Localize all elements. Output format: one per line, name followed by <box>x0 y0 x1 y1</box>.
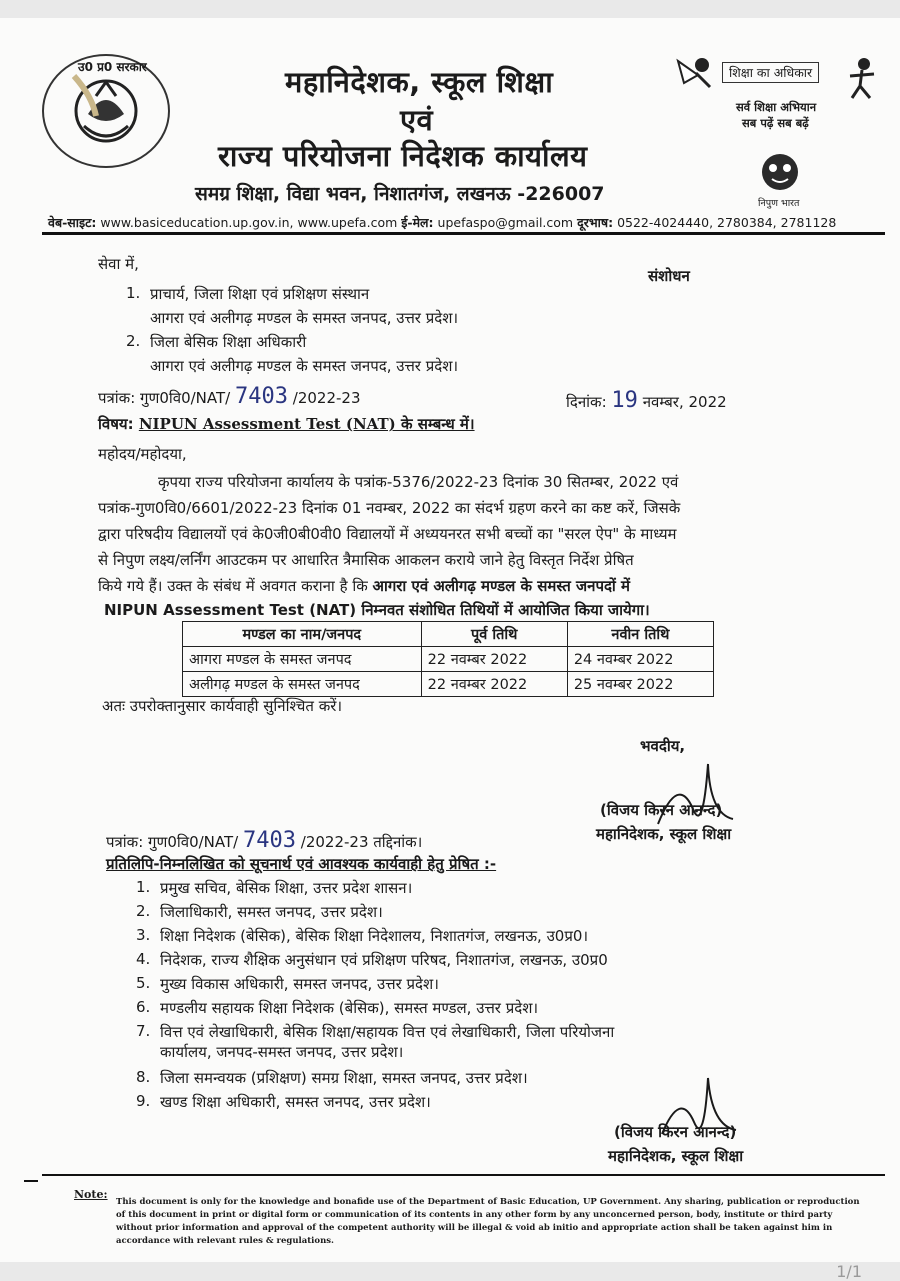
recipient-1-line1: प्राचार्य, जिला शिक्षा एवं प्रशिक्षण संस्थान <box>150 285 370 303</box>
recipient-1-num: 1. <box>126 284 141 302</box>
amendment-label: संशोधन <box>648 267 690 285</box>
copy-item-4: निदेशक, राज्य शैक्षिक अनुसंधान एवं प्रशिक्षण परिषद, निशातगंज, लखनऊ, उ0प्र0 <box>160 951 608 969</box>
rte-badge: शिक्षा का अधिकार <box>722 62 819 83</box>
body-line-4: से निपुण लक्ष्य/लर्निंग आउटकम पर आधारित त्रैमासिक आकलन कराये जाने हेतु विस्तृत निर्देश प्रेषित <box>98 551 634 569</box>
body-line-5-text: किये गये हैं। उक्त के संबंध में अवगत कराना है कि <box>98 577 368 595</box>
subject-label: विषय: <box>98 415 134 433</box>
table-header-row <box>183 622 714 647</box>
copy-item-5: मुख्य विकास अधिकारी, समस्त जनपद, उत्तर प्रदेश। <box>160 975 439 993</box>
reference-line <box>98 384 361 409</box>
table-header-cell: नवीन तिथि <box>567 622 713 647</box>
table-cell: 24 नवम्बर 2022 <box>567 647 713 672</box>
copy-item-7: वित्त एवं लेखाधिकारी, बेसिक शिक्षा/सहायक वित्त एवं लेखाधिकारी, जिला परियोजना <box>160 1023 615 1041</box>
org-address: समग्र शिक्षा, विद्या भवन, निशातगंज, लखनऊ -226007 <box>195 183 605 205</box>
date-day-handwritten: 19 <box>611 388 638 413</box>
salutation: महोदय/महोदया, <box>98 445 187 463</box>
recipient-1-line2: आगरा एवं अलीगढ़ मण्डल के समस्त जनपद, उत्तर प्रदेश। <box>150 309 459 327</box>
logo-text: उ0 प्र0 सरकार <box>78 60 147 74</box>
page-indicator: 1/1 <box>836 1262 862 1281</box>
ref-prefix: पत्रांक: गुण0वि0/NAT/ <box>98 389 231 407</box>
ref-number-handwritten: 7403 <box>235 384 288 409</box>
website-text: www.basiceducation.up.gov.in, www.upefa.com <box>100 215 398 230</box>
copy-ref-number-handwritten: 7403 <box>243 828 296 853</box>
copy-item-8: जिला समन्वयक (प्रशिक्षण) समग्र शिक्षा, समस्त जनपद, उत्तर प्रदेश। <box>160 1069 528 1087</box>
signatory-name-1: (विजय किरन आनन्द) <box>600 801 723 819</box>
org-title-line1: महानिदेशक, स्कूल शिक्षा <box>285 65 554 99</box>
table-header-cell: पूर्व तिथि <box>421 622 567 647</box>
copy-item-3-num: 3. <box>136 926 151 944</box>
copy-item-1-num: 1. <box>136 878 151 896</box>
sign-off: भवदीय, <box>640 737 686 755</box>
phone-text: 0522-4024440, 2780384, 2781128 <box>617 215 837 230</box>
copy-item-8-num: 8. <box>136 1068 151 1086</box>
ref-suffix: /2022-23 <box>292 389 361 407</box>
recipient-2-num: 2. <box>126 332 141 350</box>
date-label: दिनांक: <box>566 393 607 411</box>
copy-item-3: शिक्षा निदेशक (बेसिक), बेसिक शिक्षा निदेशालय, निशातगंज, लखनऊ, उ0प्र0। <box>160 927 589 945</box>
ssa-line2: सब पढ़ें सब बढ़ें <box>742 116 809 130</box>
signatory-title-2: महानिदेशक, स्कूल शिक्षा <box>608 1147 744 1165</box>
date-rest: नवम्बर, 2022 <box>642 393 727 411</box>
signatory-title-1: महानिदेशक, स्कूल शिक्षा <box>596 825 732 843</box>
table-cell: अलीगढ़ मण्डल के समस्त जनपद <box>183 672 422 697</box>
body-bold-1: आगरा एवं अलीगढ़ मण्डल के समस्त जनपदों में <box>372 577 631 595</box>
body-line-3: द्वारा परिषदीय विद्यालयों एवं के0जी0बी0वी0 विद्यालयों में अध्ययनरत सभी बच्चों का "सरल ऐप" के माध्यम <box>98 525 677 543</box>
copy-item-9: खण्ड शिक्षा अधिकारी, समस्त जनपद, उत्तर प्रदेश। <box>160 1093 431 1111</box>
org-title-line2: एवं <box>400 103 434 137</box>
table-cell: 22 नवम्बर 2022 <box>421 647 567 672</box>
copy-reference-line <box>106 828 422 853</box>
copy-item-2-num: 2. <box>136 902 151 920</box>
body-line-2: पत्रांक-गुण0वि0/6601/2022-23 दिनांक 01 नवम्बर, 2022 का संदर्भ ग्रहण करने का कष्ट करें, जिसके <box>98 499 681 517</box>
recipient-2-line2: आगरा एवं अलीगढ़ मण्डल के समस्त जनपद, उत्तर प्रदेश। <box>150 357 459 375</box>
copy-ref-suffix: /2022-23 तद्दिनांक। <box>300 833 423 851</box>
nipun-mascot-icon <box>756 148 804 194</box>
copy-heading: प्रतिलिपि-निम्नलिखित को सूचनार्थ एवं आवश्यक कार्यवाही हेतु प्रेषित :- <box>106 855 497 873</box>
copy-ref-prefix: पत्रांक: गुण0वि0/NAT/ <box>106 833 239 851</box>
table-row <box>183 647 714 672</box>
subject-text: NIPUN Assessment Test (NAT) के सम्बन्ध में। <box>138 415 475 433</box>
body-bold-2: NIPUN Assessment Test (NAT) निम्नवत संशोधित तिथियों में आयोजित किया जायेगा। <box>104 601 650 619</box>
child-running-icon <box>842 56 882 100</box>
copy-item-5-num: 5. <box>136 974 151 992</box>
footer-divider <box>42 1174 885 1176</box>
copy-item-1: प्रमुख सचिव, बेसिक शिक्षा, उत्तर प्रदेश शासन। <box>160 879 413 897</box>
date-line <box>566 388 727 413</box>
body-line-5 <box>98 576 630 596</box>
body-line-1: कृपया राज्य परियोजना कार्यालय के पत्रांक-5376/2022-23 दिनांक 30 सितम्बर, 2022 एवं <box>158 473 679 491</box>
table-cell: 25 नवम्बर 2022 <box>567 672 713 697</box>
closing-line: अतः उपरोक्तानुसार कार्यवाही सुनिश्चित करें। <box>102 697 343 715</box>
copy-item-7-cont: कार्यालय, जनपद-समस्त जनपद, उत्तर प्रदेश। <box>160 1043 404 1061</box>
copy-item-6-num: 6. <box>136 998 151 1016</box>
signatory-name-2: (विजय किरन आनन्द) <box>614 1123 737 1141</box>
copy-item-4-num: 4. <box>136 950 151 968</box>
copy-item-9-num: 9. <box>136 1092 151 1110</box>
email-text: upefaspo@gmail.com <box>437 215 574 230</box>
table-row <box>183 672 714 697</box>
header-divider <box>42 232 885 235</box>
schedule-table <box>182 621 714 697</box>
note-text: This document is only for the knowledge and bonafide use of the Department of Basic Education, UP Government. Any sharing, publication or reproduction of this document in print or digital form or communication of its contents in any other form by any unconcerned person, body, institute or third party without prior information and approval of the competent authority will be illegal & void ab initio and appropriate action shall be taken against him in accordance with relevant rules & regulations. <box>116 1197 860 1246</box>
child-reading-icon <box>672 53 718 93</box>
table-cell: 22 नवम्बर 2022 <box>421 672 567 697</box>
contact-line <box>48 214 836 231</box>
table-header-cell: मण्डल का नाम/जनपद <box>183 622 422 647</box>
org-title-line3: राज्य परियोजना निदेशक कार्यालय <box>218 139 588 173</box>
ssa-line1: सर्व शिक्षा अभियान <box>736 100 817 114</box>
copy-item-2: जिलाधिकारी, समस्त जनपद, उत्तर प्रदेश। <box>160 903 383 921</box>
margin-dash <box>24 1180 38 1182</box>
subject-line <box>98 414 475 434</box>
nipun-label: निपुण भारत <box>758 198 800 209</box>
document-page <box>0 18 900 1262</box>
phone-label: दूरभाष: <box>577 215 614 230</box>
copy-item-7-num: 7. <box>136 1022 151 1040</box>
recipient-2-line1: जिला बेसिक शिक्षा अधिकारी <box>150 333 307 351</box>
table-cell: आगरा मण्डल के समस्त जनपद <box>183 647 422 672</box>
web-label: वेब-साइट: <box>48 215 97 230</box>
note-label: Note: <box>74 1188 108 1201</box>
to-label: सेवा में, <box>98 255 139 273</box>
copy-item-6: मण्डलीय सहायक शिक्षा निदेशक (बेसिक), समस्त मण्डल, उत्तर प्रदेश। <box>160 999 539 1017</box>
email-label: ई-मेल: <box>401 215 434 230</box>
